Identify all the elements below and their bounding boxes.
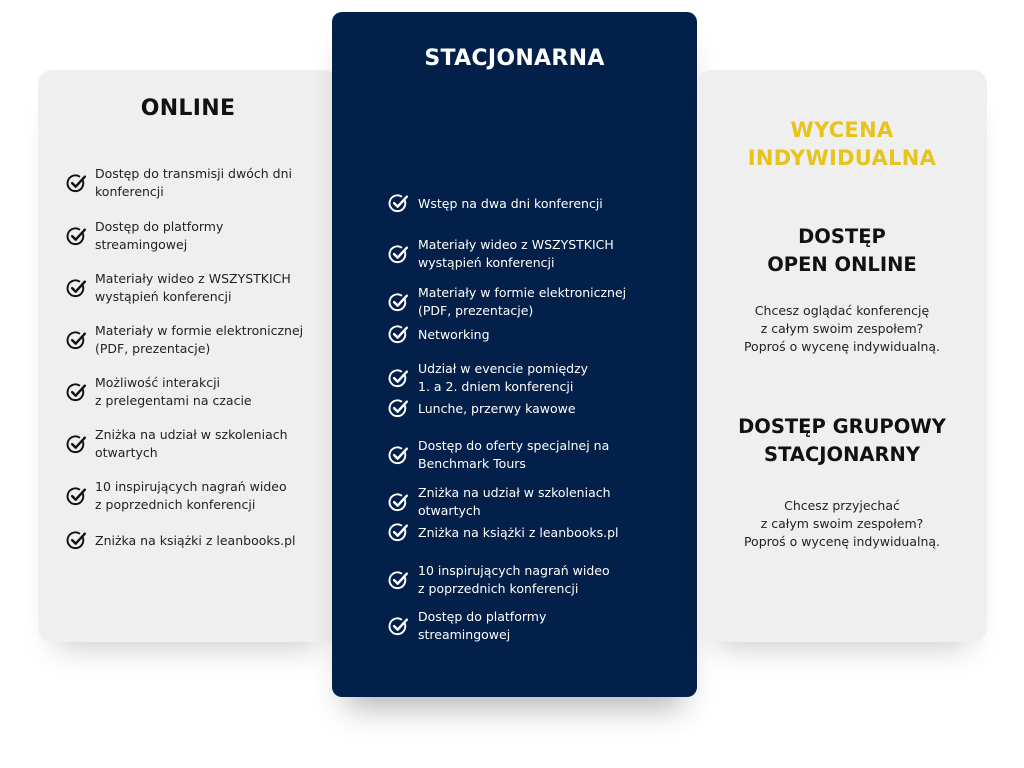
feature-text-line1: Zniżka na udział w szkoleniach (418, 485, 611, 500)
custom-pricing-heading (697, 116, 987, 172)
check-circle-icon (388, 570, 409, 591)
check-circle-icon (388, 492, 409, 513)
online-feature-item (66, 530, 334, 551)
online-feature-item (66, 478, 334, 514)
online-feature-item (66, 426, 334, 462)
feature-text (418, 360, 588, 396)
feature-text (95, 218, 223, 254)
feature-text-line1: Zniżka na książki z leanbooks.pl (95, 532, 296, 548)
open-online-title-line1: DOSTĘP (798, 225, 886, 248)
stacjonarna-feature-item (388, 360, 688, 396)
feature-text-line2: z prelegentami na czacie (95, 393, 252, 408)
check-circle-icon (66, 226, 87, 247)
feature-text-line2: konferencji (95, 184, 164, 199)
feature-text (418, 236, 614, 272)
check-circle-icon (66, 278, 87, 299)
custom-pricing-heading-line2: INDYWIDUALNA (747, 146, 937, 170)
stacjonarna-feature-item (388, 522, 688, 543)
feature-text-line1: Udział w evencie pomiędzy (418, 361, 589, 376)
feature-text (418, 524, 619, 542)
check-circle-icon (66, 173, 87, 194)
check-circle-icon (388, 398, 409, 419)
feature-text (95, 426, 288, 462)
feature-text (95, 270, 291, 306)
online-feature-list (38, 70, 338, 642)
check-circle-icon (388, 193, 409, 214)
group-access-title (697, 413, 987, 469)
feature-text (418, 400, 576, 418)
feature-text-line1: Zniżka na udział w szkoleniach (95, 427, 288, 442)
check-circle-icon (66, 486, 87, 507)
feature-text-line2: streamingowej (95, 237, 188, 252)
group-access-desc-line2: z całym swoim zespołem? (760, 516, 924, 531)
feature-text-line2: (PDF, prezentacje) (418, 303, 534, 318)
feature-text (418, 437, 609, 473)
feature-text-line2: otwartych (95, 445, 158, 460)
feature-text (95, 322, 303, 358)
stacjonarna-feature-item (388, 284, 688, 320)
check-circle-icon (388, 368, 409, 389)
check-circle-icon (388, 324, 409, 345)
online-feature-item (66, 165, 334, 201)
check-circle-icon (66, 434, 87, 455)
feature-text-line2: wystąpień konferencji (418, 255, 555, 270)
feature-text-line1: Materiały wideo z WSZYSTKICH (95, 271, 291, 286)
feature-text-line1: Networking (418, 326, 490, 342)
feature-text-line2: Benchmark Tours (418, 456, 526, 471)
feature-text (418, 326, 490, 344)
stacjonarna-feature-item (388, 324, 688, 345)
feature-text (95, 532, 296, 550)
online-feature-item (66, 218, 334, 254)
feature-text-line2: z poprzednich konferencji (95, 497, 256, 512)
feature-text-line2: otwartych (418, 503, 481, 518)
check-circle-icon (388, 244, 409, 265)
custom-pricing-card (697, 70, 987, 642)
online-feature-item (66, 374, 334, 410)
feature-text-line1: Materiały w formie elektronicznej (95, 323, 304, 338)
stacjonarna-plan-card (332, 12, 697, 697)
check-circle-icon (66, 530, 87, 551)
feature-text (95, 374, 252, 410)
check-circle-icon (66, 382, 87, 403)
feature-text-line1: Lunche, przerwy kawowe (418, 400, 576, 416)
group-access-title-line2: STACJONARNY (764, 443, 920, 466)
feature-text (418, 284, 626, 320)
open-online-desc-line3: Poproś o wycenę indywidualną. (743, 339, 941, 354)
check-circle-icon (388, 445, 409, 466)
open-online-desc-line1: Chcesz oglądać konferencję (754, 303, 930, 318)
stacjonarna-feature-list (332, 12, 697, 697)
check-circle-icon (388, 616, 409, 637)
feature-text-line2: 1. a 2. dniem konferencji (418, 379, 574, 394)
stacjonarna-feature-item (388, 608, 688, 644)
feature-text (418, 484, 611, 520)
group-access-desc-line3: Poproś o wycenę indywidualną. (743, 534, 941, 549)
stacjonarna-plan-title: STACJONARNA (424, 46, 605, 71)
group-access-description (697, 497, 987, 551)
stacjonarna-feature-item (388, 562, 688, 598)
group-access-desc-line1: Chcesz przyjechać (784, 498, 900, 513)
open-online-description (697, 302, 987, 356)
feature-text-line1: Materiały wideo z WSZYSTKICH (418, 237, 614, 252)
feature-text-line2: streamingowej (418, 627, 511, 642)
stacjonarna-feature-item (388, 236, 688, 272)
online-feature-item (66, 322, 334, 358)
feature-text-line1: Wstęp na dwa dni konferencji (418, 195, 603, 211)
feature-text (418, 195, 603, 213)
feature-text (418, 562, 610, 598)
stacjonarna-feature-item (388, 437, 688, 473)
feature-text-line1: Materiały w formie elektronicznej (418, 285, 627, 300)
open-online-title (697, 223, 987, 279)
feature-text-line2: z poprzednich konferencji (418, 581, 579, 596)
feature-text-line1: Możliwość interakcji (95, 375, 221, 390)
feature-text-line1: Dostęp do oferty specjalnej na (418, 438, 610, 453)
feature-text-line1: Dostęp do transmisji dwóch dni (95, 166, 292, 181)
open-online-title-line2: OPEN ONLINE (767, 253, 917, 276)
feature-text-line1: Dostęp do platformy (418, 609, 547, 624)
custom-pricing-heading-line1: WYCENA (790, 118, 894, 142)
check-circle-icon (66, 330, 87, 351)
feature-text-line1: Zniżka na książki z leanbooks.pl (418, 524, 619, 540)
online-plan-card (38, 70, 338, 642)
feature-text-line1: Dostęp do platformy (95, 219, 224, 234)
stacjonarna-feature-item (388, 398, 688, 419)
feature-text (418, 608, 546, 644)
feature-text-line1: 10 inspirujących nagrań wideo (95, 479, 287, 494)
online-feature-item (66, 270, 334, 306)
open-online-desc-line2: z całym swoim zespołem? (760, 321, 924, 336)
check-circle-icon (388, 522, 409, 543)
stacjonarna-feature-item (388, 193, 688, 214)
feature-text-line2: (PDF, prezentacje) (95, 341, 211, 356)
check-circle-icon (388, 292, 409, 313)
feature-text-line1: 10 inspirujących nagrań wideo (418, 563, 610, 578)
feature-text-line2: wystąpień konferencji (95, 289, 232, 304)
stacjonarna-feature-item (388, 484, 688, 520)
online-plan-title: ONLINE (140, 96, 236, 121)
feature-text (95, 478, 287, 514)
group-access-title-line1: DOSTĘP GRUPOWY (738, 415, 946, 438)
feature-text (95, 165, 292, 201)
